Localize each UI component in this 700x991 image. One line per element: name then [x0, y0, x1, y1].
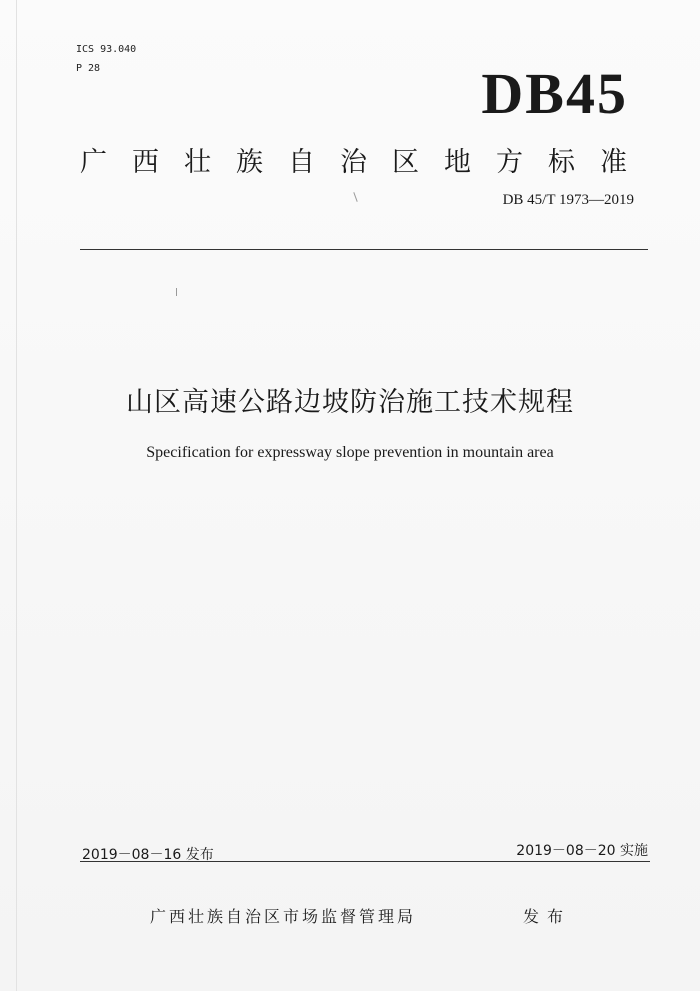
classification-codes — [76, 40, 136, 78]
publish-label: 发布 — [523, 907, 572, 926]
header-divider — [80, 249, 648, 250]
scan-speck — [176, 288, 177, 296]
scan-edge-line — [16, 0, 17, 991]
scan-speck — [353, 192, 357, 202]
ics-code: ICS 93.040 — [76, 44, 137, 55]
document-title-english: Specification for expressway slope prevention in mountain area — [146, 444, 554, 461]
footer-divider — [80, 861, 650, 862]
standard-number: DB 45/T 1973—2019 — [502, 192, 634, 208]
ccs-code: P 28 — [76, 63, 101, 74]
authority-title: 广西壮族自治区地方标准 — [80, 147, 652, 178]
db45-logo: DB45 — [481, 61, 628, 126]
issue-date: 2019－08－16 发布 — [82, 847, 214, 863]
document-title-chinese: 山区高速公路边坡防治施工技术规程 — [126, 387, 574, 418]
implementation-date: 2019－08－20 实施 — [516, 843, 648, 859]
publisher-name: 广西壮族自治区市场监督管理局 — [150, 907, 417, 926]
